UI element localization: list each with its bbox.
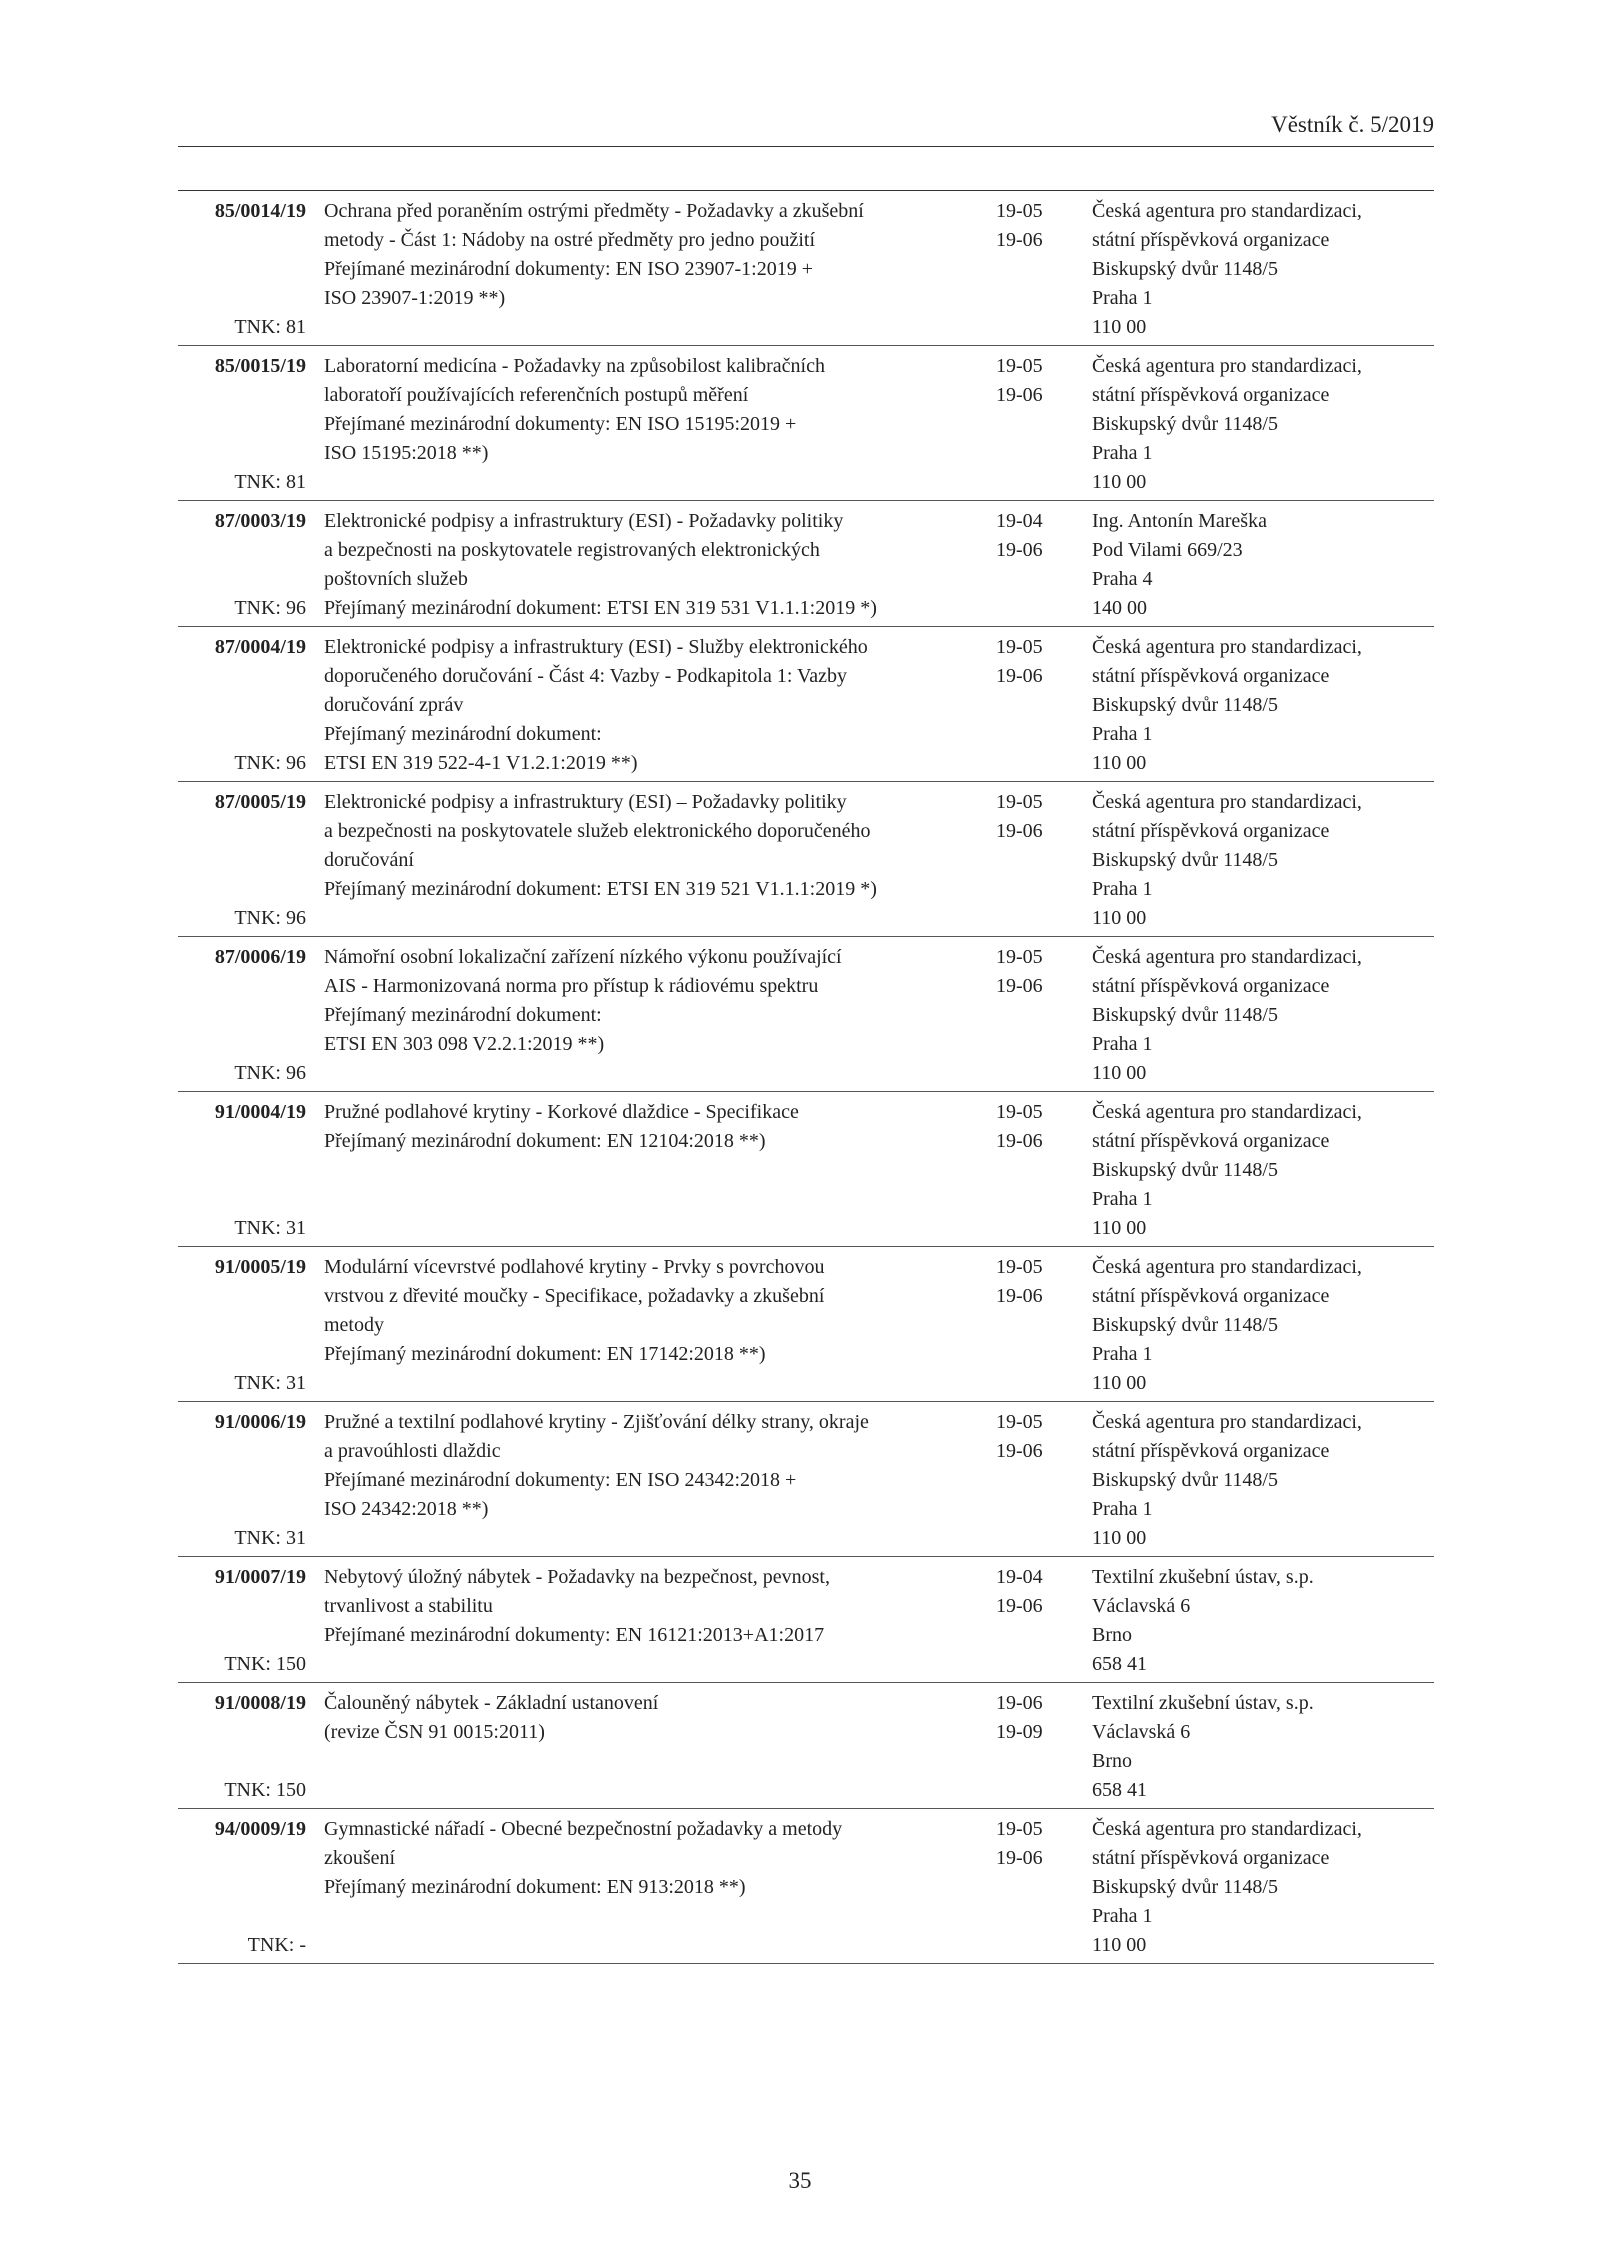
title-line: ETSI EN 319 522-4-1 V1.2.1:2019 **) xyxy=(324,752,638,774)
standard-entry xyxy=(178,1402,1434,1557)
address-line: Praha 1 xyxy=(1092,1905,1153,1927)
standard-entry xyxy=(178,782,1434,937)
address-line: 110 00 xyxy=(1092,1527,1147,1549)
address-line: Biskupský dvůr 1148/5 xyxy=(1092,1004,1278,1026)
address-line: 110 00 xyxy=(1092,1217,1147,1239)
standard-entry xyxy=(178,501,1434,627)
entry-title xyxy=(306,788,986,933)
date-line: 19-05 xyxy=(996,355,1043,377)
standard-number: 87/0004/19 xyxy=(214,636,306,658)
tnk-label: TNK: - xyxy=(247,1934,306,1956)
tnk-label: TNK: 31 xyxy=(234,1372,306,1394)
standard-entry xyxy=(178,627,1434,782)
entry-address xyxy=(1084,1098,1434,1243)
date-line: 19-06 xyxy=(996,1285,1043,1307)
entry-address xyxy=(1084,1253,1434,1398)
entry-dates xyxy=(986,1253,1084,1398)
entry-address xyxy=(1084,788,1434,933)
address-line: Praha 4 xyxy=(1092,568,1153,590)
address-line: Praha 1 xyxy=(1092,1343,1153,1365)
title-line: Ochrana před poraněním ostrými předměty - Požadavky a zkušební xyxy=(324,200,864,222)
address-line: 110 00 xyxy=(1092,907,1147,929)
date-line: 19-06 xyxy=(996,229,1043,251)
address-line: 110 00 xyxy=(1092,1934,1147,1956)
date-line: 19-06 xyxy=(996,975,1043,997)
address-line: Ing. Antonín Mareška xyxy=(1092,510,1267,532)
date-line: 19-06 xyxy=(996,1440,1043,1462)
entry-title xyxy=(306,633,986,778)
tnk-label: TNK: 96 xyxy=(234,907,306,929)
date-line: 19-05 xyxy=(996,1101,1043,1123)
date-line: 19-06 xyxy=(996,539,1043,561)
standard-entry xyxy=(178,1683,1434,1809)
entry-id-column xyxy=(178,1689,306,1805)
entry-dates xyxy=(986,1815,1084,1960)
title-line: vrstvou z dřevité moučky - Specifikace, požadavky a zkušební xyxy=(324,1285,825,1307)
page-number: 35 xyxy=(788,2168,812,2193)
entry-title xyxy=(306,1689,986,1805)
address-line: Biskupský dvůr 1148/5 xyxy=(1092,1876,1278,1898)
entry-dates xyxy=(986,943,1084,1088)
address-line: Česká agentura pro standardizaci, xyxy=(1092,946,1362,968)
title-line: Přejímaný mezinárodní dokument: ETSI EN 319 531 V1.1.1:2019 *) xyxy=(324,597,877,619)
address-line: Textilní zkušební ústav, s.p. xyxy=(1092,1566,1314,1588)
entry-address xyxy=(1084,352,1434,497)
title-line: Přejímaný mezinárodní dokument: EN 12104:2018 **) xyxy=(324,1130,766,1152)
title-line: Pružné a textilní podlahové krytiny - Zjišťování délky strany, okraje xyxy=(324,1411,869,1433)
tnk-label: TNK: 31 xyxy=(234,1527,306,1549)
standard-number: 91/0008/19 xyxy=(214,1692,306,1714)
date-line: 19-06 xyxy=(996,1847,1043,1869)
title-line: Námořní osobní lokalizační zařízení nízkého výkonu používající xyxy=(324,946,842,968)
date-line: 19-06 xyxy=(996,665,1043,687)
date-line: 19-06 xyxy=(996,1595,1043,1617)
tnk-label: TNK: 81 xyxy=(234,316,306,338)
page-header xyxy=(178,112,1434,147)
entry-title xyxy=(306,1815,986,1960)
address-line: Biskupský dvůr 1148/5 xyxy=(1092,1314,1278,1336)
address-line: státní příspěvková organizace xyxy=(1092,1285,1330,1307)
standard-entry xyxy=(178,346,1434,501)
title-line: laboratoří používajících referenčních postupů měření xyxy=(324,384,749,406)
entry-title xyxy=(306,197,986,342)
entry-id-column xyxy=(178,507,306,623)
address-line: 658 41 xyxy=(1092,1653,1147,1675)
tnk-label: TNK: 150 xyxy=(224,1779,306,1801)
address-line: 110 00 xyxy=(1092,471,1147,493)
entry-id-column xyxy=(178,943,306,1088)
address-line: 110 00 xyxy=(1092,1372,1147,1394)
journal-title: Věstník č. 5/2019 xyxy=(1271,112,1434,137)
title-line: Přejímaný mezinárodní dokument: EN 17142:2018 **) xyxy=(324,1343,766,1365)
address-line: Pod Vilami 669/23 xyxy=(1092,539,1243,561)
title-line: Přejímaný mezinárodní dokument: EN 913:2018 **) xyxy=(324,1876,746,1898)
address-line: Česká agentura pro standardizaci, xyxy=(1092,636,1362,658)
title-line: Přejímaný mezinárodní dokument: xyxy=(324,723,602,745)
title-line: Čalouněný nábytek - Základní ustanovení xyxy=(324,1692,659,1714)
address-line: 110 00 xyxy=(1092,316,1147,338)
entry-dates xyxy=(986,788,1084,933)
address-line: 140 00 xyxy=(1092,597,1147,619)
address-line: Česká agentura pro standardizaci, xyxy=(1092,355,1362,377)
address-line: státní příspěvková organizace xyxy=(1092,229,1330,251)
title-line: trvanlivost a stabilitu xyxy=(324,1595,493,1617)
entry-id-column xyxy=(178,197,306,342)
address-line: Biskupský dvůr 1148/5 xyxy=(1092,849,1278,871)
entry-dates xyxy=(986,197,1084,342)
title-line: ISO 23907-1:2019 **) xyxy=(324,287,506,309)
entry-id-column xyxy=(178,788,306,933)
title-line: Přejímané mezinárodní dokumenty: EN ISO 24342:2018 + xyxy=(324,1469,797,1491)
address-line: 110 00 xyxy=(1092,1062,1147,1084)
entry-id-column xyxy=(178,1408,306,1553)
date-line: 19-05 xyxy=(996,791,1043,813)
address-line: státní příspěvková organizace xyxy=(1092,1130,1330,1152)
title-line: doručování xyxy=(324,849,414,871)
standard-entry xyxy=(178,937,1434,1092)
standard-number: 91/0005/19 xyxy=(214,1256,306,1278)
entry-title xyxy=(306,352,986,497)
title-line: Elektronické podpisy a infrastruktury (ESI) - Požadavky politiky xyxy=(324,510,844,532)
date-line: 19-06 xyxy=(996,1692,1043,1714)
entry-title xyxy=(306,943,986,1088)
entry-title xyxy=(306,1408,986,1553)
entry-address xyxy=(1084,1563,1434,1679)
title-line: AIS - Harmonizovaná norma pro přístup k rádiovému spektru xyxy=(324,975,819,997)
address-line: Brno xyxy=(1092,1750,1132,1772)
address-line: Česká agentura pro standardizaci, xyxy=(1092,1256,1362,1278)
date-line: 19-06 xyxy=(996,384,1043,406)
entry-dates xyxy=(986,1563,1084,1679)
address-line: Česká agentura pro standardizaci, xyxy=(1092,200,1362,222)
address-line: státní příspěvková organizace xyxy=(1092,820,1330,842)
standard-number: 87/0003/19 xyxy=(214,510,306,532)
entry-title xyxy=(306,507,986,623)
title-line: Přejímané mezinárodní dokumenty: EN ISO 23907-1:2019 + xyxy=(324,258,813,280)
address-line: Česká agentura pro standardizaci, xyxy=(1092,1818,1362,1840)
title-line: Elektronické podpisy a infrastruktury (ESI) – Požadavky politiky xyxy=(324,791,847,813)
date-line: 19-06 xyxy=(996,820,1043,842)
address-line: Praha 1 xyxy=(1092,1033,1153,1055)
address-line: Textilní zkušební ústav, s.p. xyxy=(1092,1692,1314,1714)
address-line: Václavská 6 xyxy=(1092,1721,1191,1743)
standard-number: 85/0014/19 xyxy=(214,200,306,222)
address-line: Václavská 6 xyxy=(1092,1595,1191,1617)
entry-dates xyxy=(986,1408,1084,1553)
entry-address xyxy=(1084,943,1434,1088)
address-line: Praha 1 xyxy=(1092,442,1153,464)
standard-entry xyxy=(178,191,1434,346)
address-line: Praha 1 xyxy=(1092,1498,1153,1520)
entry-address xyxy=(1084,1689,1434,1805)
entry-id-column xyxy=(178,1098,306,1243)
address-line: Biskupský dvůr 1148/5 xyxy=(1092,1469,1278,1491)
title-line: a bezpečnosti na poskytovatele služeb elektronického doporučeného xyxy=(324,820,871,842)
title-line: metody - Část 1: Nádoby na ostré předměty pro jedno použití xyxy=(324,229,816,251)
title-line: zkoušení xyxy=(324,1847,396,1869)
address-line: Biskupský dvůr 1148/5 xyxy=(1092,258,1278,280)
date-line: 19-04 xyxy=(996,510,1043,532)
title-line: Gymnastické nářadí - Obecné bezpečnostní požadavky a metody xyxy=(324,1818,843,1840)
date-line: 19-04 xyxy=(996,1566,1043,1588)
address-line: Česká agentura pro standardizaci, xyxy=(1092,791,1362,813)
standard-number: 87/0006/19 xyxy=(214,946,306,968)
title-line: metody xyxy=(324,1314,384,1336)
date-line: 19-06 xyxy=(996,1130,1043,1152)
date-line: 19-05 xyxy=(996,1411,1043,1433)
entry-id-column xyxy=(178,1815,306,1960)
address-line: Praha 1 xyxy=(1092,1188,1153,1210)
title-line: a bezpečnosti na poskytovatele registrovaných elektronických xyxy=(324,539,820,561)
entry-id-column xyxy=(178,1563,306,1679)
entry-address xyxy=(1084,197,1434,342)
address-line: 110 00 xyxy=(1092,752,1147,774)
standard-number: 91/0004/19 xyxy=(214,1101,306,1123)
address-line: Brno xyxy=(1092,1624,1132,1646)
standard-entry xyxy=(178,1247,1434,1402)
address-line: státní příspěvková organizace xyxy=(1092,1440,1330,1462)
date-line: 19-09 xyxy=(996,1721,1043,1743)
address-line: Biskupský dvůr 1148/5 xyxy=(1092,694,1278,716)
address-line: státní příspěvková organizace xyxy=(1092,1847,1330,1869)
title-line: Přejímaný mezinárodní dokument: ETSI EN 319 521 V1.1.1:2019 *) xyxy=(324,878,877,900)
title-line: Nebytový úložný nábytek - Požadavky na bezpečnost, pevnost, xyxy=(324,1566,830,1588)
entry-dates xyxy=(986,633,1084,778)
title-line: Laboratorní medicína - Požadavky na způsobilost kalibračních xyxy=(324,355,825,377)
title-line: Pružné podlahové krytiny - Korkové dlaždice - Specifikace xyxy=(324,1101,799,1123)
standards-list xyxy=(178,190,1434,1964)
standard-entry xyxy=(178,1809,1434,1964)
address-line: 658 41 xyxy=(1092,1779,1147,1801)
title-line: ETSI EN 303 098 V2.2.1:2019 **) xyxy=(324,1033,605,1055)
address-line: Praha 1 xyxy=(1092,723,1153,745)
title-line: ISO 15195:2018 **) xyxy=(324,442,489,464)
address-line: Česká agentura pro standardizaci, xyxy=(1092,1101,1362,1123)
entry-title xyxy=(306,1563,986,1679)
title-line: Elektronické podpisy a infrastruktury (ESI) - Služby elektronického xyxy=(324,636,868,658)
address-line: Biskupský dvůr 1148/5 xyxy=(1092,1159,1278,1181)
entry-dates xyxy=(986,507,1084,623)
entry-address xyxy=(1084,1815,1434,1960)
date-line: 19-05 xyxy=(996,1256,1043,1278)
entry-dates xyxy=(986,352,1084,497)
tnk-label: TNK: 150 xyxy=(224,1653,306,1675)
entry-dates xyxy=(986,1689,1084,1805)
address-line: státní příspěvková organizace xyxy=(1092,384,1330,406)
date-line: 19-05 xyxy=(996,1818,1043,1840)
date-line: 19-05 xyxy=(996,200,1043,222)
date-line: 19-05 xyxy=(996,946,1043,968)
title-line: Přejímaný mezinárodní dokument: xyxy=(324,1004,602,1026)
address-line: Praha 1 xyxy=(1092,287,1153,309)
title-line: a pravoúhlosti dlaždic xyxy=(324,1440,501,1462)
tnk-label: TNK: 96 xyxy=(234,597,306,619)
title-line: doručování zpráv xyxy=(324,694,464,716)
title-line: ISO 24342:2018 **) xyxy=(324,1498,489,1520)
address-line: státní příspěvková organizace xyxy=(1092,975,1330,997)
title-line: Přejímané mezinárodní dokumenty: EN 16121:2013+A1:2017 xyxy=(324,1624,825,1646)
entry-title xyxy=(306,1253,986,1398)
entry-id-column xyxy=(178,633,306,778)
standard-number: 85/0015/19 xyxy=(214,355,306,377)
standard-number: 87/0005/19 xyxy=(214,791,306,813)
entry-dates xyxy=(986,1098,1084,1243)
standard-entry xyxy=(178,1092,1434,1247)
entry-id-column xyxy=(178,352,306,497)
title-line: Modulární vícevrstvé podlahové krytiny - Prvky s povrchovou xyxy=(324,1256,825,1278)
entry-address xyxy=(1084,507,1434,623)
tnk-label: TNK: 96 xyxy=(234,1062,306,1084)
address-line: státní příspěvková organizace xyxy=(1092,665,1330,687)
address-line: Praha 1 xyxy=(1092,878,1153,900)
entry-address xyxy=(1084,1408,1434,1553)
tnk-label: TNK: 81 xyxy=(234,471,306,493)
entry-title xyxy=(306,1098,986,1243)
address-line: Česká agentura pro standardizaci, xyxy=(1092,1411,1362,1433)
title-line: doporučeného doručování - Část 4: Vazby - Podkapitola 1: Vazby xyxy=(324,665,848,687)
standard-number: 91/0007/19 xyxy=(214,1566,306,1588)
address-line: Biskupský dvůr 1148/5 xyxy=(1092,413,1278,435)
title-line: Přejímané mezinárodní dokumenty: EN ISO 15195:2019 + xyxy=(324,413,797,435)
title-line: (revize ČSN 91 0015:2011) xyxy=(324,1721,545,1743)
entry-id-column xyxy=(178,1253,306,1398)
standard-entry xyxy=(178,1557,1434,1683)
standard-number: 94/0009/19 xyxy=(214,1818,306,1840)
entry-address xyxy=(1084,633,1434,778)
title-line: poštovních služeb xyxy=(324,568,468,590)
tnk-label: TNK: 96 xyxy=(234,752,306,774)
standard-number: 91/0006/19 xyxy=(214,1411,306,1433)
tnk-label: TNK: 31 xyxy=(234,1217,306,1239)
date-line: 19-05 xyxy=(996,636,1043,658)
